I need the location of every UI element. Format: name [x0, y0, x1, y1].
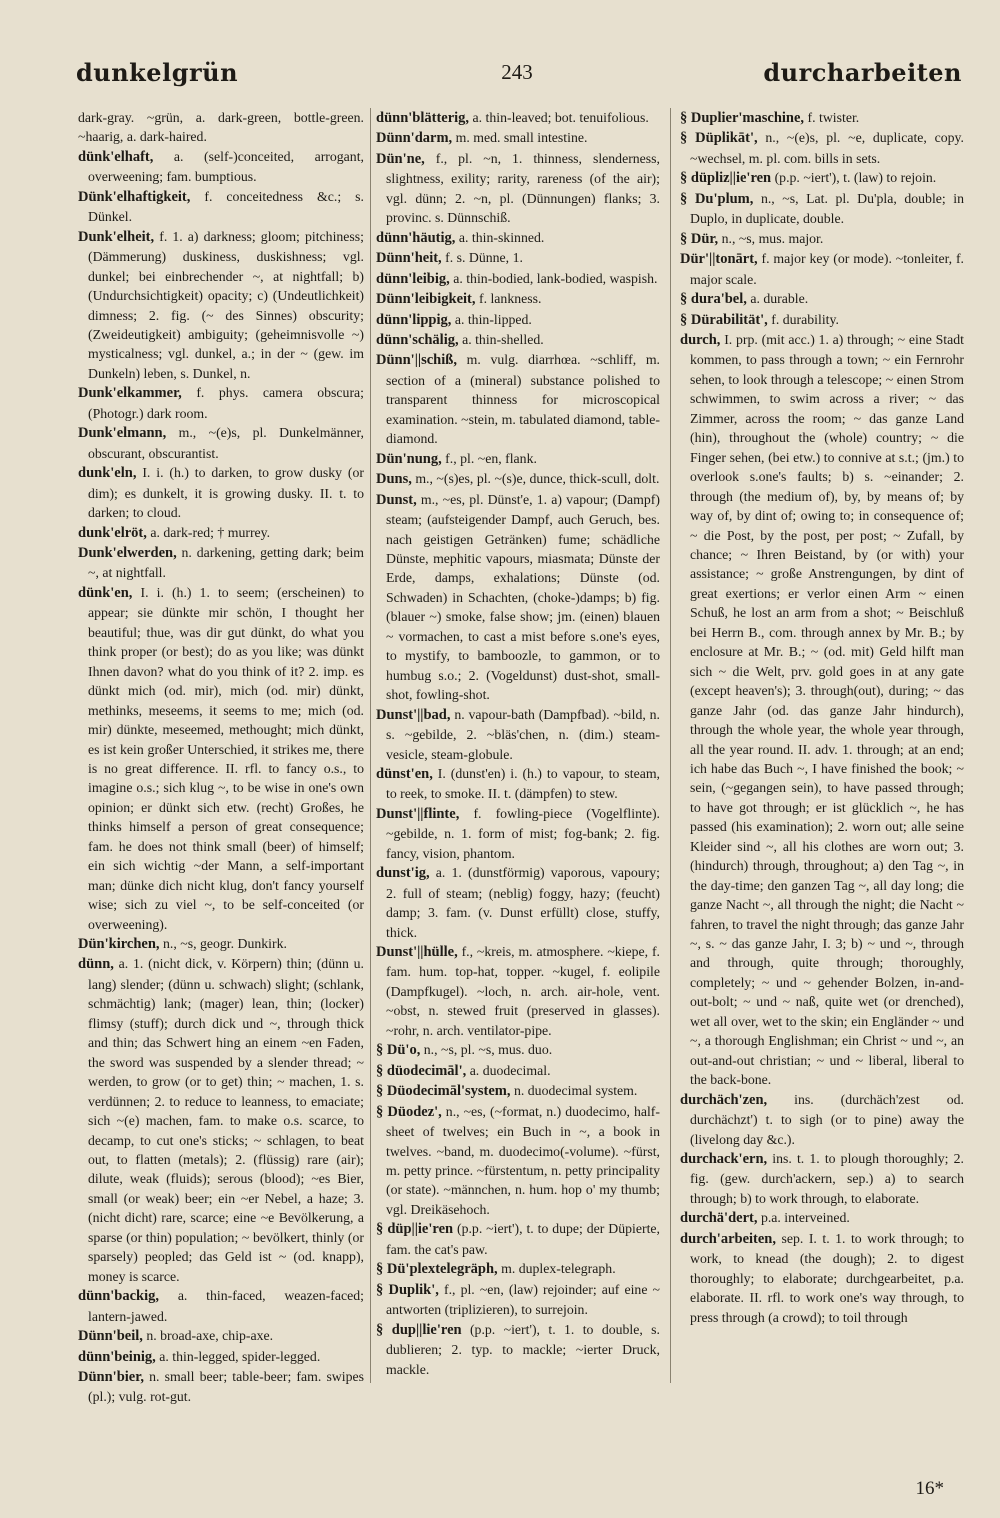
definition-text: m. med. small intestine.	[455, 130, 588, 146]
dictionary-entry	[680, 310, 964, 330]
dictionary-entry	[680, 289, 964, 309]
dictionary-entry	[78, 583, 364, 934]
definition-text: f. durability.	[771, 311, 839, 327]
definition-text: m., ~(e)s, pl. Dunkelmänner, obscurant, obscurantist.	[88, 425, 365, 461]
definition-text: a. durable.	[750, 291, 809, 307]
definition-text: a. duodecimal.	[469, 1062, 551, 1078]
headword: dunst'ig,	[376, 865, 430, 882]
dictionary-entry	[680, 168, 964, 188]
dictionary-entry	[376, 804, 660, 863]
headword: Dunk'elkammer,	[78, 385, 182, 402]
definition-text: a. (self-)conceited, arrogant, overweening; fam. bumptious.	[88, 148, 364, 185]
dictionary-column-right	[680, 108, 964, 1327]
dictionary-entry	[78, 934, 364, 954]
dictionary-entry	[78, 1326, 364, 1346]
dictionary-entry	[376, 1102, 660, 1220]
headword: § Dür,	[680, 230, 719, 247]
headword: dünn'backig,	[78, 1288, 160, 1305]
dictionary-entry	[376, 108, 660, 128]
definition-text: a. 1. (nicht dick, v. Körpern) thin; (dünn u. lang) slender; (dünn u. schwach) slight; (schlank, schmächtig) lank; (mager) lean, thin; (locker) flimsy (stuff); durch dick und ~, through thick and thin; das Schwert hing an einem ~en Faden, the sword was suspended by a slender thread; ~ werden, to grow (or to get) thin; ~ machen, 1. s. verdünnen; 2. to reduce to leanness, to emaciate; sich ~(e) machen, fam. to make o.s. scarce, to decamp, to cut one's sticks; ~ schlagen, to beat out, to flatten (metals); 2. (flüssig) rare (air); dilute, weak (fluids); serous (blood); ~es Bier, small (or weak) beer; ein ~er Nebel, a haze; 3. (nicht dicht) rare, scarce; eine ~e Bevölkerung, a sparse (or thin) population; ~ bevölkert, thinly (or sparsely) peopled; das Geld ist ~ (od. knapp), money is scarce.	[88, 956, 365, 1284]
dictionary-entry	[376, 942, 660, 1040]
definition-text: a. thin-leaved; bot. tenuifolious.	[472, 110, 649, 125]
definition-text: m., ~es, pl. Dünst'e, 1. a) vapour; (Dampf) steam; (aufsteigender Dampf, auch Geruch, bes. nach geistigen Getränken) fume; schädliche Dünste, mephitic vapours, miasmata; Dünste der Erde, damps, exhalations; Dünste (od. Schwaden) in Schachten, (choke-)damps; b) fig. (blauer ~) smoke, false show; jm. (einen) blauen ~ vormachen, to cast a mist before s.one's eyes, to mystify, to bamboozle, to gammon, or to humbug s.o.; 2. (Vogeldunst) dust-shot, small-shot, fowling-shot.	[386, 491, 660, 703]
dictionary-entry	[680, 1229, 964, 1327]
headword: Dünn'darm,	[376, 130, 453, 147]
dictionary-entry	[78, 1367, 364, 1407]
headword: Dunk'elheit,	[78, 228, 155, 245]
dictionary-entry	[376, 330, 660, 350]
dictionary-entry	[376, 469, 660, 489]
headword: § Dü'o,	[376, 1042, 421, 1059]
dictionary-entry	[376, 1280, 660, 1320]
headword: § düp||ie'ren	[376, 1221, 454, 1238]
dictionary-entry	[78, 108, 364, 147]
definition-text: f., pl. ~en, (law) rejoinder; auf eine ~ antworten (triplizieren), to surrejoin.	[386, 1281, 660, 1318]
dictionary-entry	[78, 1347, 364, 1367]
headword: Dunk'elmann,	[78, 425, 167, 442]
dictionary-entry	[376, 863, 660, 942]
headword: Dünn'beil,	[78, 1328, 143, 1345]
definition-text: f. s. Dünne, 1.	[445, 250, 523, 266]
headword: dünn'häutig,	[376, 229, 456, 246]
dictionary-entry	[376, 248, 660, 268]
definition-text: f. lankness.	[478, 291, 542, 307]
headword: § dup||lie'ren	[376, 1321, 462, 1338]
definition-text: n. small beer; table-beer; fam. swipes (pl.); vulg. rot-gut.	[88, 1369, 365, 1405]
dictionary-entry	[376, 1061, 660, 1081]
definition-text: n., ~s, Lat. pl. Du'pla, double; in Duplo, in duplicate, double.	[690, 190, 964, 227]
dictionary-entry	[680, 108, 964, 128]
definition-text: I. i. (h.) 1. to seem; (erscheinen) to appear; sie dünkte mir schön, I thought her beautiful; thue, was dir gut dünkt, do what you think proper (or best); do as you like; was dünkt Ihnen davon? what do you think of it? 2. imp. es dünkt mich (od. mir), mich (od. mir) dünkt, methinks, meseems, it seems to me; mich (od. mir) dünkte, meseemed, methought; mich dünkt, es ist kein großer Unterschied, it strikes me, there is no great difference. II. rfl. to fancy o.s., to imagine o.s.; sich klug ~, to be wise in one's own opinion; er dünkt sich etw. (recht) Großes, he thinks himself a person of great consequence; fam. he does not think small (beer) of himself; ein sich wichtig ~der Mann, a self-important man; dünke dich nicht klug, don't fancy yourself wise; sich zu viel ~, to be self-conceited (or overweening).	[88, 584, 364, 932]
definition-text: n., ~s, mus. major.	[721, 230, 824, 246]
headword: dünk'elhaft,	[78, 148, 154, 165]
definition-text: f. twister.	[807, 110, 860, 125]
dictionary-entry	[78, 523, 364, 543]
dictionary-entry	[376, 310, 660, 330]
definition-text: ins. (durchäch'zest od. durchächzt') t. to sigh (or to pine) away the (livelong day &c.).	[690, 1091, 964, 1147]
headword: Dunst'||hülle,	[376, 944, 458, 961]
dictionary-entry	[376, 1320, 660, 1379]
definition-text: I. (dunst'en) i. (h.) to vapour, to steam, to reek, to smoke. II. t. (dämpfen) to stew.	[386, 765, 661, 802]
signature-mark: 16*	[915, 1478, 944, 1499]
headword: Dunst'||bad,	[376, 706, 451, 723]
definition-text: dark-gray. ~grün, a. dark-green, bottle-green. ~haarig, a. dark-haired.	[78, 110, 364, 145]
running-head-left: dunkelgrün	[76, 58, 239, 87]
definition-text: f. major key (or mode). ~tonleiter, f. major scale.	[690, 251, 964, 287]
headword: Dünn'leibigkeit,	[376, 291, 476, 308]
dictionary-entry	[376, 1081, 660, 1101]
definition-text: f., pl. ~en, flank.	[445, 450, 537, 466]
headword: durchack'ern,	[680, 1151, 768, 1168]
definition-text: m., ~(s)es, pl. ~(s)e, dunce, thick-scull, dolt.	[415, 471, 660, 487]
dictionary-entry	[376, 149, 660, 228]
definition-text: m. duplex-telegraph.	[501, 1261, 616, 1277]
dictionary-entry	[376, 705, 660, 764]
headword: § düpliz||ie'ren	[680, 170, 772, 187]
dictionary-entry	[376, 228, 660, 248]
definition-text: I. i. (h.) to darken, to grow dusky (or dim); es dunkelt, it is growing dusky. II. t. to darken; to cloud.	[88, 465, 365, 521]
dictionary-entry	[680, 189, 964, 229]
dictionary-entry	[680, 128, 964, 168]
headword: § düodecimāl',	[376, 1062, 467, 1079]
definition-text: (p.p. ~iert'), t. to dupe; der Düpierte, fam. the cat's paw.	[386, 1221, 661, 1257]
definition-text: n. broad-axe, chip-axe.	[146, 1328, 274, 1344]
headword: Dünn'bier,	[78, 1369, 144, 1385]
definition-text: a. thin-faced, weazen-faced; lantern-jawed.	[88, 1288, 364, 1324]
dictionary-entry	[78, 463, 364, 522]
definition-text: f. 1. a) darkness; gloom; pitchiness; (Dämmerung) duskiness, duskishness; vgl. dunkel; bei einbrechender ~, at nightfall; b) (Undurchsichtigkeit) opacity; c) (Undeutlichkeit) dimness; 2. fig. (~ des Sinnes) obscurity; (Zweideutigkeit) ambiguity; (geheimnisvolle ~) mysticalness; vgl. dunkel, a.; in der ~ (gew. im Dunkeln) leben, s. Dunkel, n.	[88, 228, 364, 381]
headword: Dunst,	[376, 491, 417, 508]
headword: dunk'eln,	[78, 465, 137, 482]
headword: dunk'elröt,	[78, 524, 147, 541]
definition-text: a. 1. (dunstförmig) vaporous, vapoury; 2. full of steam; (neblig) foggy, hazy; (feucht) damp; 3. fam. (v. Dunst erfüllt) close, stuffy, thick.	[386, 865, 660, 940]
headword: durchäch'zen,	[680, 1091, 768, 1108]
headword: § Dü'plextelegräph,	[376, 1261, 498, 1278]
definition-text: f. conceitedness &c.; s. Dünkel.	[88, 188, 364, 225]
definition-text: m. vulg. diarrhœa. ~schliff, m. section of a (mineral) substance polished to transparent thinness for microscopical examination. ~stein, m. tabulated diamond, table-diamond.	[386, 352, 661, 447]
dictionary-entry	[78, 187, 364, 227]
headword: § dura'bel,	[680, 291, 747, 308]
headword: § Du'plum,	[680, 190, 754, 207]
page-number: 243	[501, 60, 533, 84]
dictionary-entry	[376, 764, 660, 804]
headword: dünn'schälig,	[376, 331, 459, 348]
definition-text: f. phys. camera obscura; (Photogr.) dark room.	[88, 385, 365, 421]
headword: durch'arbeiten,	[680, 1230, 776, 1247]
dictionary-entry	[78, 147, 364, 187]
column-divider	[670, 108, 671, 1383]
definition-text: (p.p. ~iert'), t. (law) to rejoin.	[774, 170, 937, 186]
definition-text: a. thin-legged, spider-legged.	[159, 1348, 321, 1364]
headword: Duns,	[376, 471, 412, 488]
definition-text: ins. t. 1. to plough thoroughly; 2. fig. (gew. durch'ackern, sep.) a) to search through; b) to work through, to elaborate.	[690, 1151, 964, 1206]
definition-text: n., ~(e)s, pl. ~e, duplicate, copy. ~wechsel, m. pl. com. bills in sets.	[690, 130, 964, 166]
definition-text: a. thin-lipped.	[454, 311, 532, 327]
dictionary-entry	[78, 383, 364, 423]
dictionary-entry	[376, 449, 660, 469]
headword: dünk'en,	[78, 584, 133, 601]
dictionary-entry	[376, 1040, 660, 1060]
headword: § Düodez',	[376, 1103, 442, 1120]
dictionary-entry	[680, 229, 964, 249]
dictionary-entry	[376, 289, 660, 309]
definition-text: n. darkening, getting dark; beim ~, at nightfall.	[88, 544, 365, 581]
running-head-right: durcharbeiten	[763, 58, 962, 87]
dictionary-entry	[376, 350, 660, 448]
headword: Dünn'heit,	[376, 250, 442, 267]
dictionary-entry	[78, 543, 364, 583]
headword: Dün'kirchen,	[78, 936, 160, 953]
definition-text: n., ~es, (~format, n.) duodecimo, half-sheet of twelves; ein Buch in ~, a book in twelves. ~band, m. duodecimo(-volume). ~fürst, m. petty prince. ~fürstentum, n. petty principality (or state). ~männchen, n. hum. hop o' my thumb; vgl. Dreikäsehoch.	[386, 1103, 660, 1217]
definition-text: n. duodecimal system.	[513, 1083, 638, 1099]
definition-text: n. vapour-bath (Dampfbad). ~bild, n. s. ~gebilde, 2. ~bläs'chen, n. (dim.) steam-vesicle, steam-globule.	[386, 706, 661, 762]
definition-text: f., pl. ~n, 1. thinness, slenderness, slightness, exility; rarity, rareness (of the air); vgl. dünn; 2. ~n, pl. (Dünnungen) flanks; 3. provinc. s. Dünnschiß.	[386, 150, 660, 226]
headword: Dür'||tonārt,	[680, 251, 758, 268]
headword: dünn'beinig,	[78, 1348, 156, 1365]
headword: Dünk'elhaftigkeit,	[78, 188, 191, 205]
headword: dünn,	[78, 956, 114, 973]
definition-text: f. fowling-piece (Vogelflinte). ~gebilde, n. 1. form of mist; fog-bank; 2. fig. fancy, vision, phantom.	[386, 805, 660, 861]
dictionary-entry	[680, 249, 964, 289]
definition-text: n., ~s, geogr. Dunkirk.	[162, 936, 287, 952]
page-header	[68, 56, 966, 96]
dictionary-entry	[78, 954, 364, 1286]
dictionary-entry	[680, 1149, 964, 1208]
dictionary-entry	[78, 423, 364, 463]
column-divider	[370, 108, 371, 1383]
definition-text: a. thin-shelled.	[462, 331, 544, 347]
headword: dünn'leibig,	[376, 270, 450, 287]
definition-text: a. thin-skinned.	[458, 229, 545, 245]
definition-text: f., ~kreis, m. atmosphere. ~kiepe, f. fam. hum. top-hat, topper. ~kugel, f. eolipile (Dampfkugel). ~loch, n. arch. air-hole, vent. ~obst, n. stewed fruit (preserved in glasses). ~rohr, n. arch. ventilator-pipe.	[386, 944, 660, 1038]
definition-text: a. dark-red; † murrey.	[150, 524, 271, 540]
dictionary-entry	[376, 128, 660, 148]
headword: § Düodecimāl'system,	[376, 1083, 511, 1100]
headword: Dün'ne,	[376, 150, 425, 167]
definition-text: n., ~s, pl. ~s, mus. duo.	[423, 1042, 553, 1058]
dictionary-entry	[376, 1259, 660, 1279]
headword: Dünn'||schiß,	[376, 352, 457, 369]
headword: § Duplier'maschine,	[680, 110, 805, 126]
dictionary-column-middle	[376, 108, 660, 1379]
dictionary-entry	[78, 227, 364, 384]
definition-text: p.a. interveined.	[760, 1210, 850, 1226]
definition-text: a. thin-bodied, lank-bodied, waspish.	[453, 270, 658, 286]
headword: dünst'en,	[376, 765, 433, 782]
headword: § Dürabilität',	[680, 311, 768, 328]
headword: § Duplik',	[376, 1281, 439, 1298]
dictionary-entry	[78, 1286, 364, 1326]
dictionary-entry	[376, 1219, 660, 1259]
dictionary-column-left	[78, 108, 364, 1407]
headword: Dunst'||flinte,	[376, 805, 460, 822]
headword: durchä'dert,	[680, 1210, 758, 1227]
dictionary-entry	[680, 1090, 964, 1149]
dictionary-entry	[680, 330, 964, 1090]
headword: dünn'blätterig,	[376, 110, 470, 126]
headword: dünn'lippig,	[376, 311, 452, 328]
headword: Dün'nung,	[376, 450, 442, 467]
headword: § Düplikāt',	[680, 130, 758, 147]
dictionary-entry	[376, 269, 660, 289]
definition-text: (p.p. ~iert'), t. 1. to double, s. dublieren; 2. typ. to mackle; ~ierter Druck, mackle.	[386, 1321, 661, 1377]
headword: Dunk'elwerden,	[78, 544, 177, 561]
headword: durch,	[680, 331, 721, 348]
definition-text: sep. I. t. 1. to work through; to work, to knead (the dough); 2. to digest thoroughly; to elaborate; durchgearbeitet, p.a. elaborate. II. rfl. to work one's way through, to press through (a crowd); to toil through	[690, 1230, 965, 1325]
definition-text: I. prp. (mit acc.) 1. a) through; ~ eine Stadt kommen, to pass through a town; ~ ein Fernrohr sehen, to look through a telescope; ~ einen Strom schwimmen, to swim across a river; ~ das Zimmer, across the room; ~ das ganze Land (hin), throughout the (whole) country; ~ die Finger sehen, (bei etw.) to connive at s.t.; (jm.) to overlook s.one's faults; b) s. ~einander; 2. through (the medium of), by, by means of; by way of, by dint of; owing to; in consequence of; ~ die Post, by the post, per post; ~ Zufall, by chance; ~ Ihren Beistand, by (or with) your assistance; ~ große Anstrengungen, by dint of great exertions; er verlor einen Arm ~ einen Schuß, he lost an arm from a shot; ~ Beischluß bei Herrn B., com. through annex by Mr. B.; by enclosure at Mr. B.; ~ (od. mit) Geld hilft man sich ~ die Welt, prv. gold goes in at any gate (except heaven's); 3. through(out), during; ~ das ganze Jahr (od. das ganze Jahr hindurch), through the whole year, the whole year through, all the year round. II. adv. 1. through; at an end; ich habe das Buch ~, I have finished the book; ~ sein, (~gegangen sein), to have passed through; to have got through; er ist glücklich ~, he has passed (his examination); 2. worn out; alle seine Kleider sind ~, all his clothes are worn out; 3. (hindurch) through, throughout; a) den Tag ~, in the day-time; den ganzen Tag ~, all day long; die ganze Nacht ~, all through the night; die Nacht ~ fahren, to travel the night through; das ganze Jahr ~, s. ~ das ganze Jahr, I. 3; b) ~ und ~, through and through, quite through; thoroughly, completely; ~ und ~ gehender Bolzen, in-and-out-bolt; ~ und ~ naß, quite wet (or drenched), wet all over, wet to the skin; ein Engländer ~ und ~, a thorough Englishman; ein Christ ~ und ~, an out-and-out christian; ~ und ~ liberal, liberal to the back-bone.	[690, 331, 964, 1088]
dictionary-entry	[376, 490, 660, 705]
dictionary-entry	[680, 1208, 964, 1228]
